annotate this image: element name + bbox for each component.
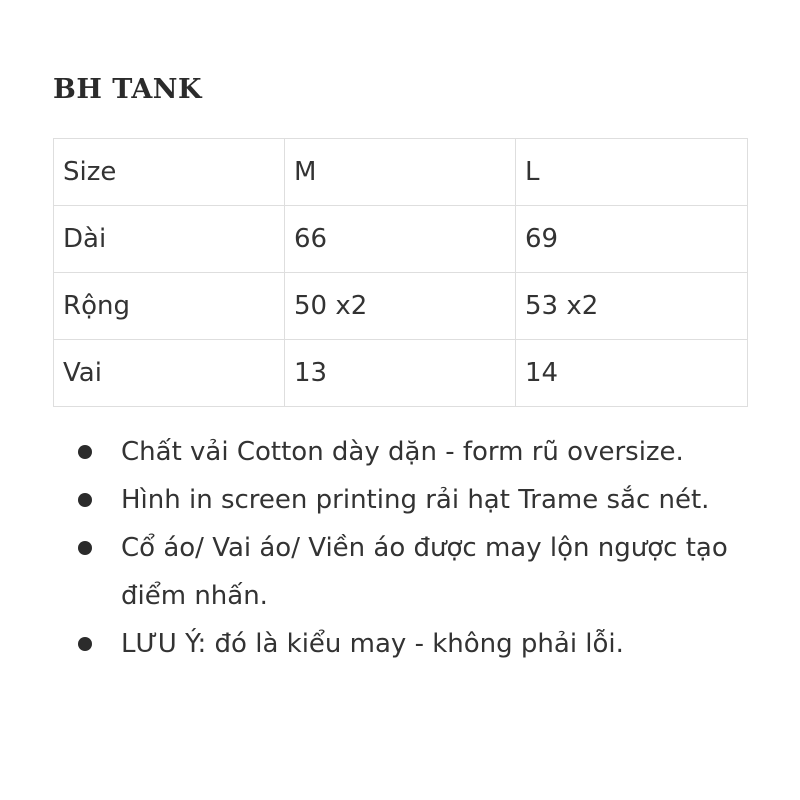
note-text: LƯU Ý: đó là kiểu may - không phải lỗi. — [121, 629, 624, 659]
list-item — [78, 428, 758, 476]
product-title: BH TANK — [53, 74, 202, 105]
cell-shoulder-label: Vai — [54, 340, 285, 407]
cell-width-l: 53 x2 — [516, 273, 748, 340]
bullet-icon — [78, 637, 92, 651]
bullet-icon — [78, 445, 92, 459]
cell-length-label: Dài — [54, 206, 285, 273]
cell-size-m: M — [285, 139, 516, 206]
cell-size-l: L — [516, 139, 748, 206]
bullet-icon — [78, 541, 92, 555]
note-text: Chất vải Cotton dày dặn - form rũ oversize. — [121, 437, 684, 467]
table-row-shoulder — [54, 340, 748, 407]
product-notes-list — [78, 428, 758, 668]
list-item — [78, 620, 758, 668]
cell-size-label: Size — [54, 139, 285, 206]
bullet-icon — [78, 493, 92, 507]
list-item — [78, 524, 758, 620]
cell-shoulder-l: 14 — [516, 340, 748, 407]
cell-length-l: 69 — [516, 206, 748, 273]
cell-length-m: 66 — [285, 206, 516, 273]
table-row-width — [54, 273, 748, 340]
list-item — [78, 476, 758, 524]
table-row-length — [54, 206, 748, 273]
note-text: Hình in screen printing rải hạt Trame sắc nét. — [121, 485, 710, 515]
cell-shoulder-m: 13 — [285, 340, 516, 407]
cell-width-label: Rộng — [54, 273, 285, 340]
cell-width-m: 50 x2 — [285, 273, 516, 340]
size-chart-table — [53, 138, 748, 407]
table-row-size — [54, 139, 748, 206]
note-text: Cổ áo/ Vai áo/ Viền áo được may lộn ngược tạo điểm nhấn. — [121, 533, 728, 611]
